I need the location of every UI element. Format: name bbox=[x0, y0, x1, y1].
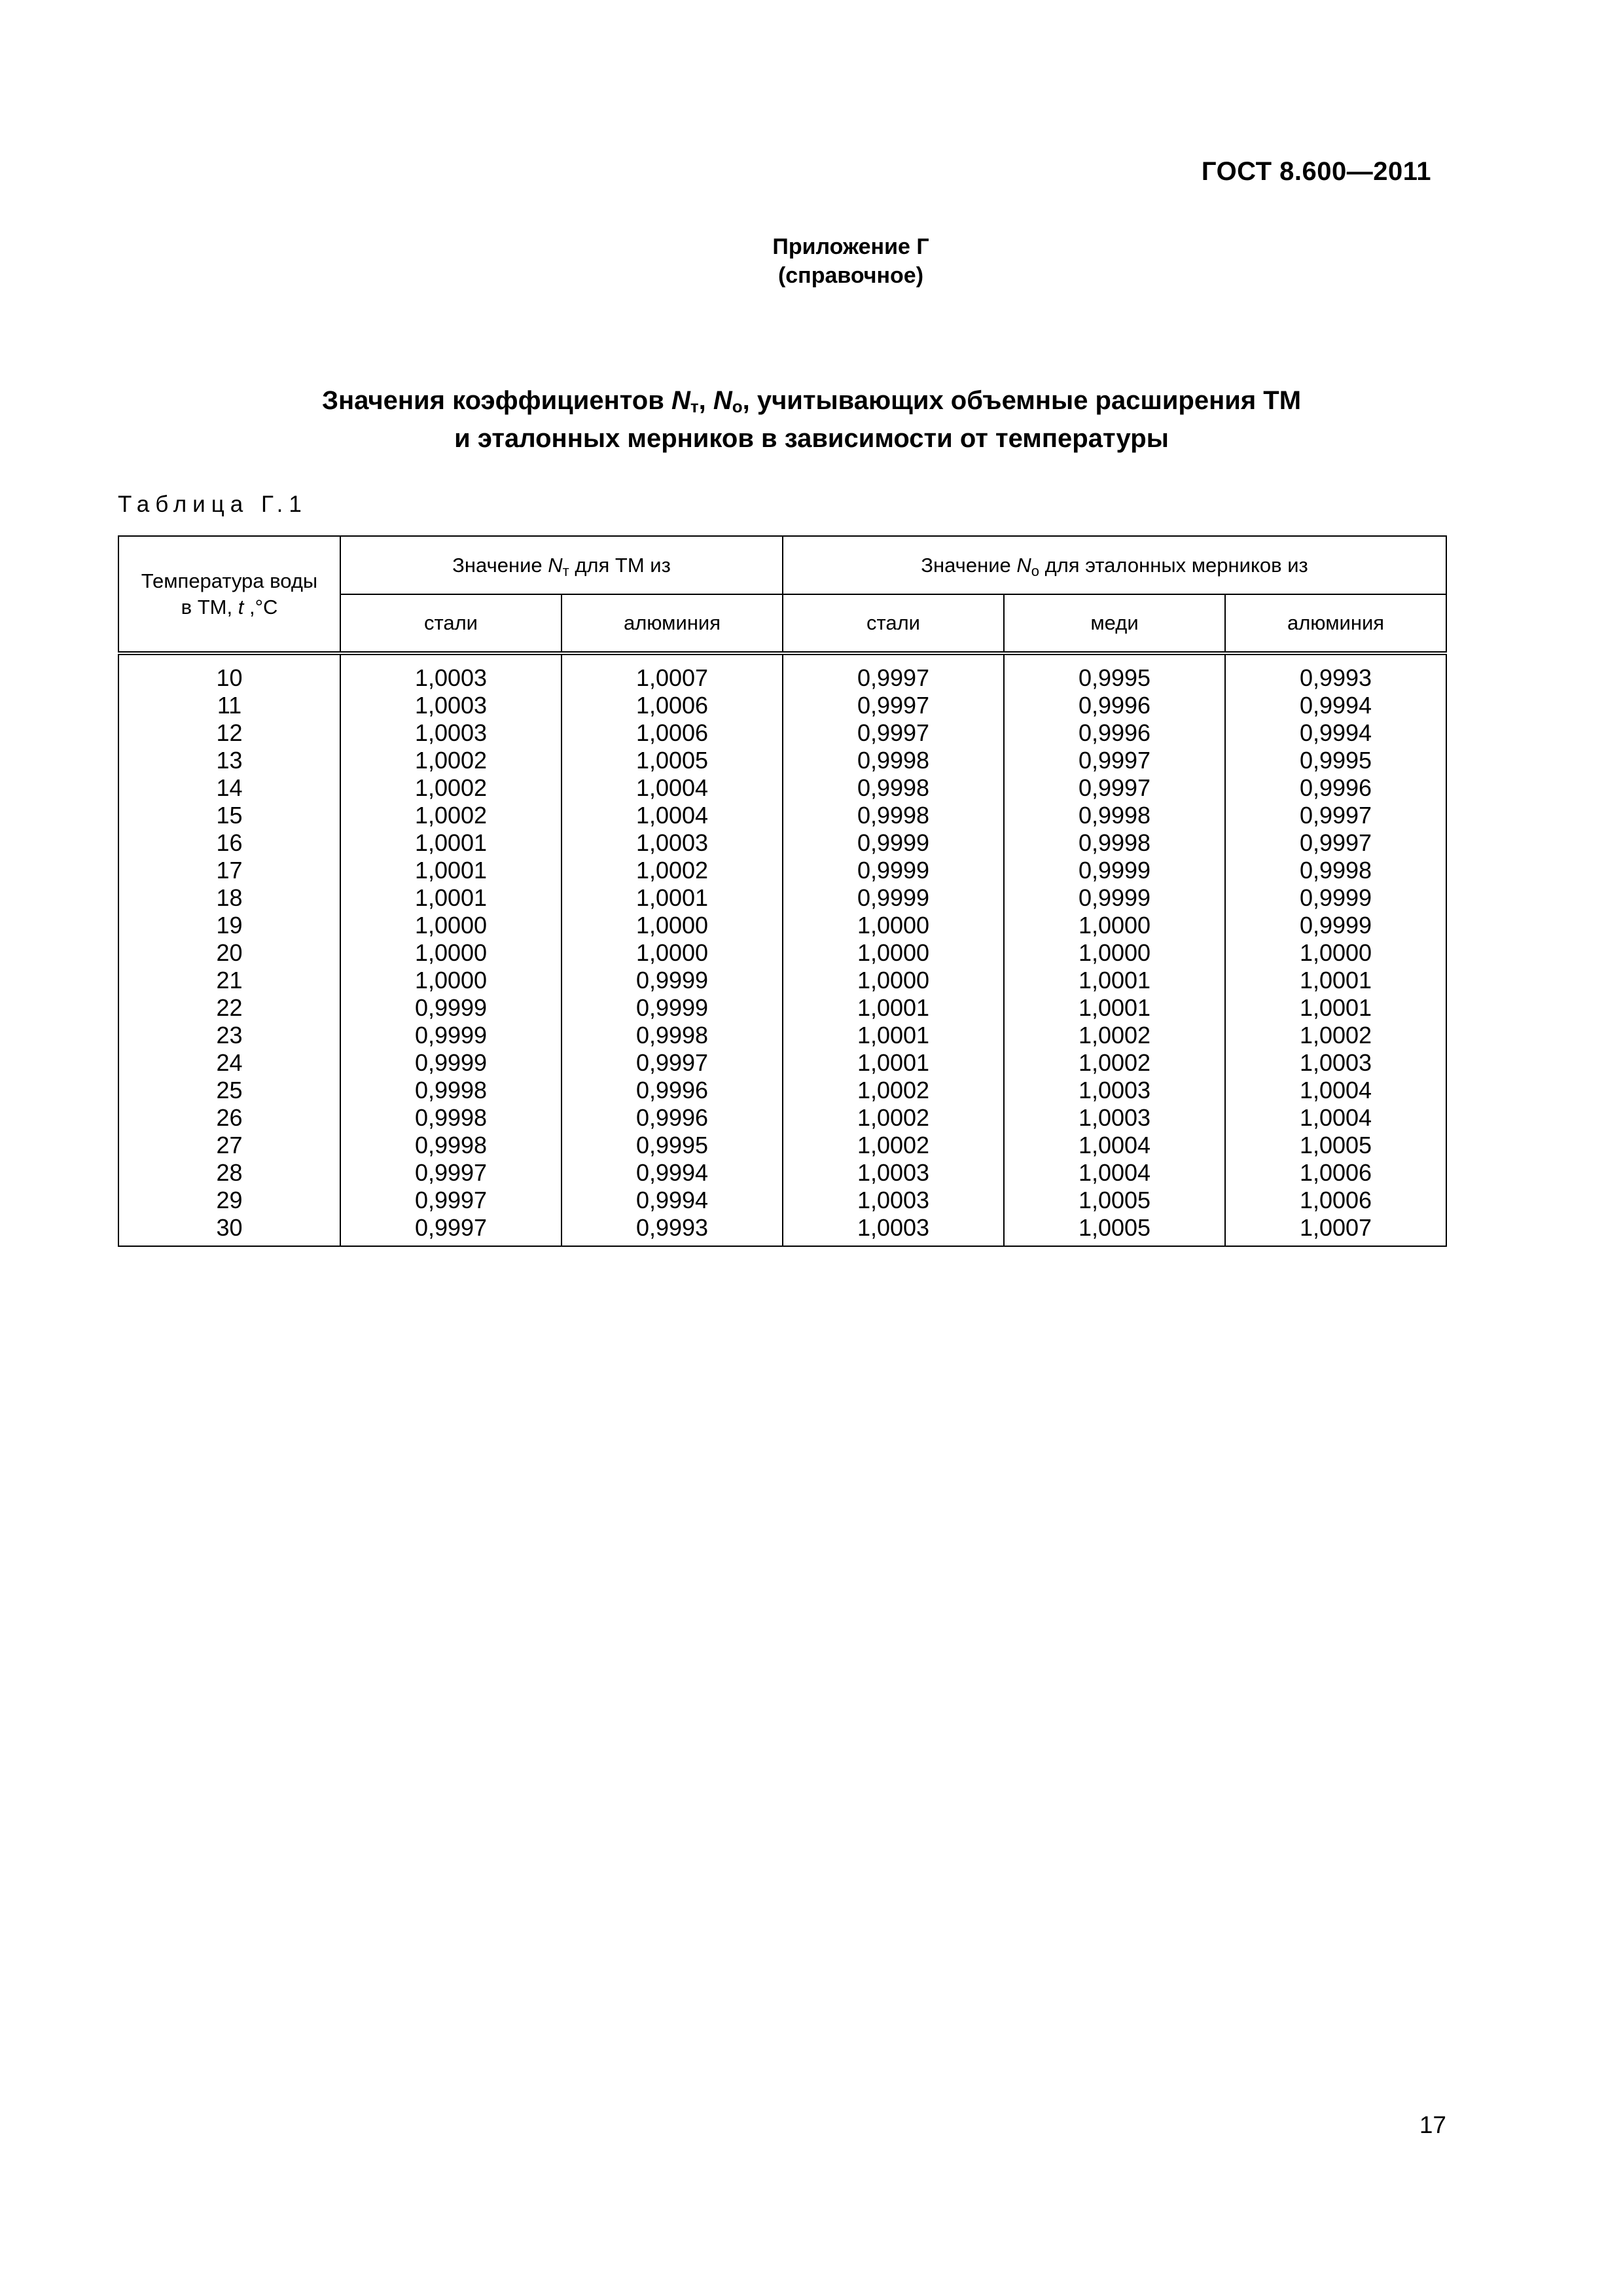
nt-header-symbol: N bbox=[548, 553, 563, 577]
no-steel-cell: 1,0000 bbox=[783, 939, 1004, 967]
no-steel-cell: 1,0000 bbox=[783, 912, 1004, 939]
nt-steel-cell: 1,0001 bbox=[340, 884, 562, 912]
no-copper-cell: 1,0002 bbox=[1004, 1049, 1225, 1077]
no-copper-cell: 1,0004 bbox=[1004, 1132, 1225, 1159]
temperature-cell: 14 bbox=[118, 774, 340, 802]
no-copper-cell: 1,0003 bbox=[1004, 1104, 1225, 1132]
temperature-header-line-1: Температура воды bbox=[141, 569, 318, 592]
no-steel-cell: 1,0003 bbox=[783, 1214, 1004, 1246]
nt-steel-cell: 0,9997 bbox=[340, 1159, 562, 1187]
no-steel-cell: 0,9997 bbox=[783, 692, 1004, 719]
title-line-2: и эталонных мерников в зависимости от температуры bbox=[454, 424, 1169, 453]
appendix-label: Приложение Г bbox=[772, 234, 929, 259]
nt-steel-cell: 1,0000 bbox=[340, 967, 562, 994]
no-copper-cell: 1,0003 bbox=[1004, 1077, 1225, 1104]
nt-aluminum-cell: 1,0003 bbox=[562, 829, 783, 857]
nt-steel-cell: 0,9998 bbox=[340, 1077, 562, 1104]
nt-steel-cell: 1,0002 bbox=[340, 774, 562, 802]
table-row bbox=[118, 912, 1446, 939]
table-body bbox=[118, 653, 1446, 1246]
table-row bbox=[118, 774, 1446, 802]
no-steel-cell: 1,0002 bbox=[783, 1104, 1004, 1132]
temperature-unit: ,°С bbox=[243, 595, 278, 619]
nt-aluminum-cell: 0,9996 bbox=[562, 1104, 783, 1132]
no-aluminum-cell: 0,9993 bbox=[1225, 653, 1446, 692]
temperature-cell: 27 bbox=[118, 1132, 340, 1159]
nt-steel-cell: 1,0000 bbox=[340, 939, 562, 967]
table-row bbox=[118, 1132, 1446, 1159]
title-text-end: , учитывающих объемные расширения ТМ bbox=[742, 386, 1302, 415]
no-aluminum-cell: 1,0005 bbox=[1225, 1132, 1446, 1159]
temperature-cell: 11 bbox=[118, 692, 340, 719]
no-steel-cell: 1,0002 bbox=[783, 1077, 1004, 1104]
nt-steel-cell: 0,9998 bbox=[340, 1132, 562, 1159]
no-aluminum-cell: 1,0006 bbox=[1225, 1159, 1446, 1187]
nt-steel-cell: 0,9999 bbox=[340, 1049, 562, 1077]
temperature-column-header bbox=[118, 536, 340, 653]
temperature-symbol: t bbox=[238, 595, 244, 619]
nt-header-subscript: т bbox=[562, 562, 569, 579]
no-copper-cell: 0,9995 bbox=[1004, 653, 1225, 692]
nt-header-suffix: для ТМ из bbox=[569, 553, 671, 577]
no-aluminum-cell: 0,9996 bbox=[1225, 774, 1446, 802]
nt-aluminum-cell: 0,9999 bbox=[562, 967, 783, 994]
nt-header-prefix: Значение bbox=[452, 553, 548, 577]
nt-aluminum-cell: 1,0000 bbox=[562, 912, 783, 939]
no-steel-cell: 0,9999 bbox=[783, 829, 1004, 857]
no-steel-cell: 0,9998 bbox=[783, 802, 1004, 829]
appendix-type: (справочное) bbox=[777, 263, 924, 288]
nt-steel-cell: 1,0003 bbox=[340, 692, 562, 719]
title-symbol-nt: N bbox=[671, 386, 690, 415]
title-line-1 bbox=[118, 382, 1505, 420]
temperature-cell: 18 bbox=[118, 884, 340, 912]
title-text-start: Значения коэффициентов bbox=[321, 386, 671, 415]
table-row bbox=[118, 884, 1446, 912]
temperature-cell: 26 bbox=[118, 1104, 340, 1132]
title-symbol-no: N bbox=[713, 386, 732, 415]
nt-aluminum-cell: 0,9996 bbox=[562, 1077, 783, 1104]
nt-group-header bbox=[340, 536, 783, 594]
nt-steel-cell: 1,0002 bbox=[340, 802, 562, 829]
temperature-cell: 17 bbox=[118, 857, 340, 884]
nt-aluminum-cell: 1,0006 bbox=[562, 692, 783, 719]
appendix-heading bbox=[0, 232, 1623, 290]
nt-steel-cell: 1,0000 bbox=[340, 912, 562, 939]
nt-steel-cell: 1,0001 bbox=[340, 829, 562, 857]
no-steel-cell: 0,9999 bbox=[783, 884, 1004, 912]
nt-aluminum-cell: 1,0001 bbox=[562, 884, 783, 912]
nt-aluminum-cell: 0,9994 bbox=[562, 1187, 783, 1214]
nt-steel-cell: 0,9997 bbox=[340, 1187, 562, 1214]
no-copper-cell: 0,9996 bbox=[1004, 692, 1225, 719]
no-copper-cell: 0,9997 bbox=[1004, 747, 1225, 774]
nt-aluminum-cell: 0,9999 bbox=[562, 994, 783, 1022]
table-row bbox=[118, 857, 1446, 884]
coefficients-table bbox=[118, 535, 1447, 1247]
table-row bbox=[118, 994, 1446, 1022]
nt-aluminum-cell: 0,9994 bbox=[562, 1159, 783, 1187]
table-row bbox=[118, 1022, 1446, 1049]
no-aluminum-cell: 1,0004 bbox=[1225, 1104, 1446, 1132]
no-aluminum-cell: 0,9999 bbox=[1225, 884, 1446, 912]
no-aluminum-cell: 0,9997 bbox=[1225, 802, 1446, 829]
table-row bbox=[118, 719, 1446, 747]
no-header-suffix: для эталонных мерников из bbox=[1039, 553, 1308, 577]
no-aluminum-cell: 0,9995 bbox=[1225, 747, 1446, 774]
no-aluminum-cell: 1,0004 bbox=[1225, 1077, 1446, 1104]
no-steel-cell: 0,9997 bbox=[783, 719, 1004, 747]
nt-steel-cell: 0,9999 bbox=[340, 1022, 562, 1049]
no-copper-cell: 1,0005 bbox=[1004, 1214, 1225, 1246]
no-copper-cell: 1,0001 bbox=[1004, 994, 1225, 1022]
no-steel-cell: 1,0001 bbox=[783, 994, 1004, 1022]
nt-aluminum-cell: 0,9997 bbox=[562, 1049, 783, 1077]
no-steel-cell: 0,9997 bbox=[783, 653, 1004, 692]
no-copper-cell: 1,0000 bbox=[1004, 939, 1225, 967]
no-aluminum-cell: 1,0007 bbox=[1225, 1214, 1446, 1246]
temperature-header-prefix: в ТМ, bbox=[181, 595, 238, 619]
no-steel-cell: 1,0000 bbox=[783, 967, 1004, 994]
temperature-cell: 24 bbox=[118, 1049, 340, 1077]
subcolumn-header-nt-steel: стали bbox=[340, 594, 562, 653]
nt-steel-cell: 1,0002 bbox=[340, 747, 562, 774]
nt-aluminum-cell: 0,9993 bbox=[562, 1214, 783, 1246]
no-copper-cell: 1,0004 bbox=[1004, 1159, 1225, 1187]
nt-steel-cell: 0,9999 bbox=[340, 994, 562, 1022]
temperature-cell: 28 bbox=[118, 1159, 340, 1187]
nt-aluminum-cell: 1,0005 bbox=[562, 747, 783, 774]
subcolumn-header-no-copper: меди bbox=[1004, 594, 1225, 653]
no-copper-cell: 0,9999 bbox=[1004, 857, 1225, 884]
subcolumn-header-no-steel: стали bbox=[783, 594, 1004, 653]
no-aluminum-cell: 0,9994 bbox=[1225, 719, 1446, 747]
temperature-cell: 15 bbox=[118, 802, 340, 829]
table-row bbox=[118, 1159, 1446, 1187]
no-steel-cell: 1,0001 bbox=[783, 1049, 1004, 1077]
no-group-header bbox=[783, 536, 1446, 594]
no-aluminum-cell: 1,0001 bbox=[1225, 994, 1446, 1022]
no-copper-cell: 1,0002 bbox=[1004, 1022, 1225, 1049]
no-steel-cell: 1,0003 bbox=[783, 1187, 1004, 1214]
table-row bbox=[118, 1214, 1446, 1246]
nt-steel-cell: 0,9997 bbox=[340, 1214, 562, 1246]
table-caption: Таблица Г.1 bbox=[118, 492, 308, 517]
no-steel-cell: 0,9998 bbox=[783, 774, 1004, 802]
temperature-cell: 12 bbox=[118, 719, 340, 747]
no-aluminum-cell: 1,0006 bbox=[1225, 1187, 1446, 1214]
temperature-cell: 10 bbox=[118, 653, 340, 692]
page-number: 17 bbox=[1419, 2111, 1446, 2138]
table-row bbox=[118, 939, 1446, 967]
nt-steel-cell: 1,0003 bbox=[340, 653, 562, 692]
no-aluminum-cell: 0,9998 bbox=[1225, 857, 1446, 884]
temperature-cell: 29 bbox=[118, 1187, 340, 1214]
no-aluminum-cell: 0,9997 bbox=[1225, 829, 1446, 857]
no-copper-cell: 1,0001 bbox=[1004, 967, 1225, 994]
table-row bbox=[118, 829, 1446, 857]
no-steel-cell: 1,0002 bbox=[783, 1132, 1004, 1159]
title-subscript-t: т bbox=[690, 397, 699, 416]
nt-aluminum-cell: 1,0006 bbox=[562, 719, 783, 747]
no-copper-cell: 0,9998 bbox=[1004, 829, 1225, 857]
subcolumn-header-nt-aluminum: алюминия bbox=[562, 594, 783, 653]
table-row bbox=[118, 653, 1446, 692]
temperature-cell: 16 bbox=[118, 829, 340, 857]
temperature-cell: 21 bbox=[118, 967, 340, 994]
nt-steel-cell: 1,0003 bbox=[340, 719, 562, 747]
no-header-symbol: N bbox=[1016, 553, 1031, 577]
no-header-prefix: Значение bbox=[921, 553, 1017, 577]
title-subscript-o: о bbox=[732, 397, 743, 416]
table-row bbox=[118, 1049, 1446, 1077]
no-steel-cell: 0,9998 bbox=[783, 747, 1004, 774]
no-aluminum-cell: 1,0001 bbox=[1225, 967, 1446, 994]
temperature-cell: 22 bbox=[118, 994, 340, 1022]
no-copper-cell: 1,0005 bbox=[1004, 1187, 1225, 1214]
table-row bbox=[118, 1104, 1446, 1132]
nt-aluminum-cell: 1,0004 bbox=[562, 774, 783, 802]
nt-steel-cell: 0,9998 bbox=[340, 1104, 562, 1132]
temperature-cell: 30 bbox=[118, 1214, 340, 1246]
no-copper-cell: 0,9996 bbox=[1004, 719, 1225, 747]
document-code: ГОСТ 8.600—2011 bbox=[1201, 157, 1431, 186]
nt-aluminum-cell: 1,0000 bbox=[562, 939, 783, 967]
table-row bbox=[118, 802, 1446, 829]
no-steel-cell: 1,0001 bbox=[783, 1022, 1004, 1049]
no-aluminum-cell: 0,9994 bbox=[1225, 692, 1446, 719]
nt-aluminum-cell: 0,9995 bbox=[562, 1132, 783, 1159]
table-row bbox=[118, 747, 1446, 774]
subcolumn-header-no-aluminum: алюминия bbox=[1225, 594, 1446, 653]
no-aluminum-cell: 1,0002 bbox=[1225, 1022, 1446, 1049]
no-steel-cell: 1,0003 bbox=[783, 1159, 1004, 1187]
no-copper-cell: 0,9999 bbox=[1004, 884, 1225, 912]
no-copper-cell: 0,9998 bbox=[1004, 802, 1225, 829]
table-row bbox=[118, 967, 1446, 994]
page-title bbox=[118, 382, 1505, 457]
temperature-cell: 13 bbox=[118, 747, 340, 774]
temperature-cell: 23 bbox=[118, 1022, 340, 1049]
no-aluminum-cell: 0,9999 bbox=[1225, 912, 1446, 939]
temperature-cell: 20 bbox=[118, 939, 340, 967]
table-row bbox=[118, 692, 1446, 719]
nt-aluminum-cell: 1,0007 bbox=[562, 653, 783, 692]
table-row bbox=[118, 1077, 1446, 1104]
nt-steel-cell: 1,0001 bbox=[340, 857, 562, 884]
nt-aluminum-cell: 1,0004 bbox=[562, 802, 783, 829]
nt-aluminum-cell: 1,0002 bbox=[562, 857, 783, 884]
no-aluminum-cell: 1,0003 bbox=[1225, 1049, 1446, 1077]
no-aluminum-cell: 1,0000 bbox=[1225, 939, 1446, 967]
no-steel-cell: 0,9999 bbox=[783, 857, 1004, 884]
title-separator: , bbox=[698, 386, 713, 415]
temperature-cell: 19 bbox=[118, 912, 340, 939]
no-copper-cell: 0,9997 bbox=[1004, 774, 1225, 802]
no-header-subscript: о bbox=[1031, 562, 1040, 579]
table-row bbox=[118, 1187, 1446, 1214]
nt-aluminum-cell: 0,9998 bbox=[562, 1022, 783, 1049]
no-copper-cell: 1,0000 bbox=[1004, 912, 1225, 939]
temperature-cell: 25 bbox=[118, 1077, 340, 1104]
